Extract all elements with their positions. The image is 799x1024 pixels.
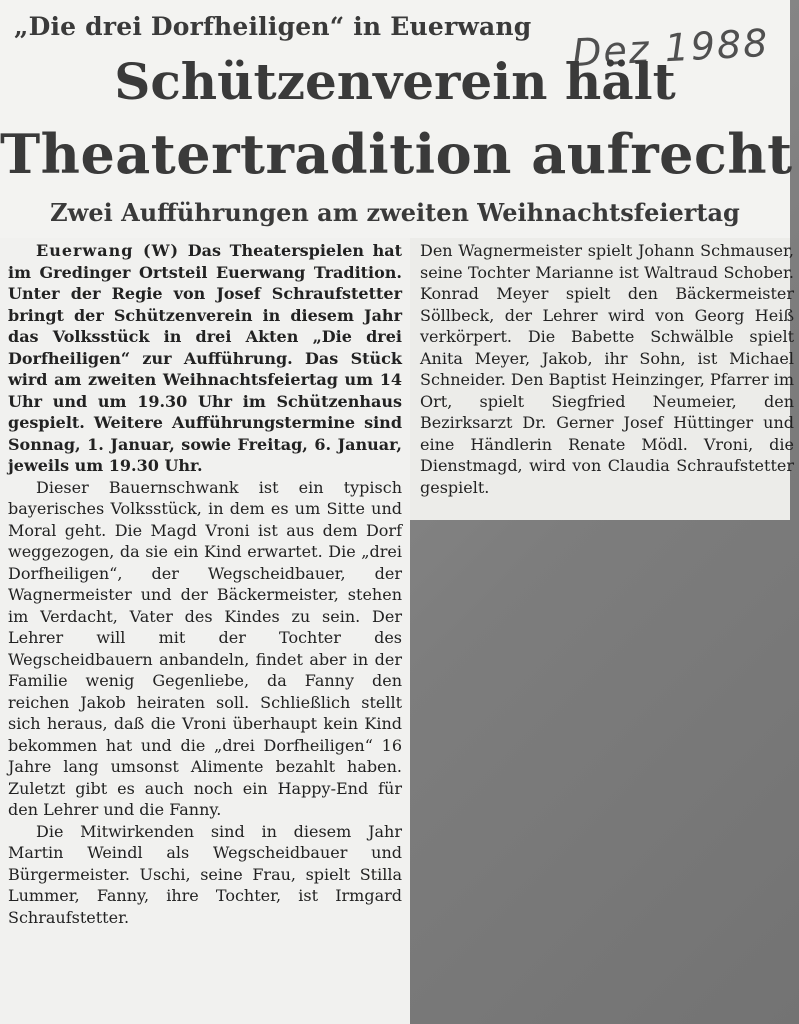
headline-line-2: Theatertradition aufrecht xyxy=(0,122,793,186)
lead-paragraph xyxy=(8,240,402,477)
right-column xyxy=(420,240,794,498)
subheadline: Zwei Aufführungen am zweiten Weihnachtsfeiertag xyxy=(50,198,740,227)
lead-text: Das Theaterspielen hat im Gredinger Ortsteil Euerwang Tradition. Unter der Regie von Josef Schraufstetter bringt der Schützenverein in diesem Jahr das Volksstück in drei Akten „Die drei Dorfheiligen“ zur Aufführung. Das Stück wird am zweiten Weihnachtsfeiertag um 14 Uhr und um 19.30 Uhr im Schützenhaus gespielt. Weitere Aufführungstermine sind Sonnag, 1. Januar, sowie Freitag, 6. Januar, jeweils um 19.30 Uhr. xyxy=(8,241,402,475)
body-paragraph-2: Dieser Bauernschwank ist ein typisch bayerisches Volksstück, in dem es um Sitte und Moral geht. Die Magd Vroni ist aus dem Dorf weggezogen, da sie ein Kind erwartet. Die „drei Dorfheiligen“, der Wegscheidbauer, der Wagnermeister und der Bäckermeister, stehen im Verdacht, Vater des Kindes zu sein. Der Lehrer will mit der Tochter des Wegscheidbauern anbandeln, findet aber in der Familie wenig Gegenliebe, da Fanny den reichen Jakob heiraten soll. Schließlich stellt sich heraus, daß die Vroni überhaupt kein Kind bekommen hat und die „drei Dorfheiligen“ 16 Jahre lang umsonst Alimente bezahlt haben. Zuletzt gibt es auch noch ein Happy-End für den Lehrer und die Fanny. xyxy=(8,477,402,819)
body-paragraph-3: Die Mitwirkenden sind in diesem Jahr Martin Weindl als Wegscheidbauer und Bürgermeister. Uschi, seine Frau, spielt Stilla Lummer, Fanny, ihre Tochter, ist Irmgard Schraufstetter. xyxy=(8,821,402,927)
left-column xyxy=(8,240,402,928)
dateline: Euerwang (W) xyxy=(36,241,180,260)
body-paragraph-4: Den Wagnermeister spielt Johann Schmauser, seine Tochter Marianne ist Waltraud Schober. Konrad Meyer spielt den Bäckermeister Söllbeck, der Lehrer wird von Georg Heiß verkörpert. Die Babette Schwälble spielt Anita Meyer, Jakob, ihr Sohn, ist Michael Schneider. Den Baptist Heinzinger, Pfarrer im Ort, spielt Siegfried Neumeier, den Bezirksarzt Dr. Gerner Josef Hüttinger und eine Händlerin Renate Mödl. Vroni, die Dienstmagd, wird von Claudia Schraufstetter gespielt. xyxy=(420,241,794,497)
handwritten-date: Dez 1988 xyxy=(570,20,771,76)
supertitle: „Die drei Dorfheiligen“ in Euerwang xyxy=(14,12,532,41)
headline-line-1: Schützenverein hält xyxy=(114,52,676,111)
